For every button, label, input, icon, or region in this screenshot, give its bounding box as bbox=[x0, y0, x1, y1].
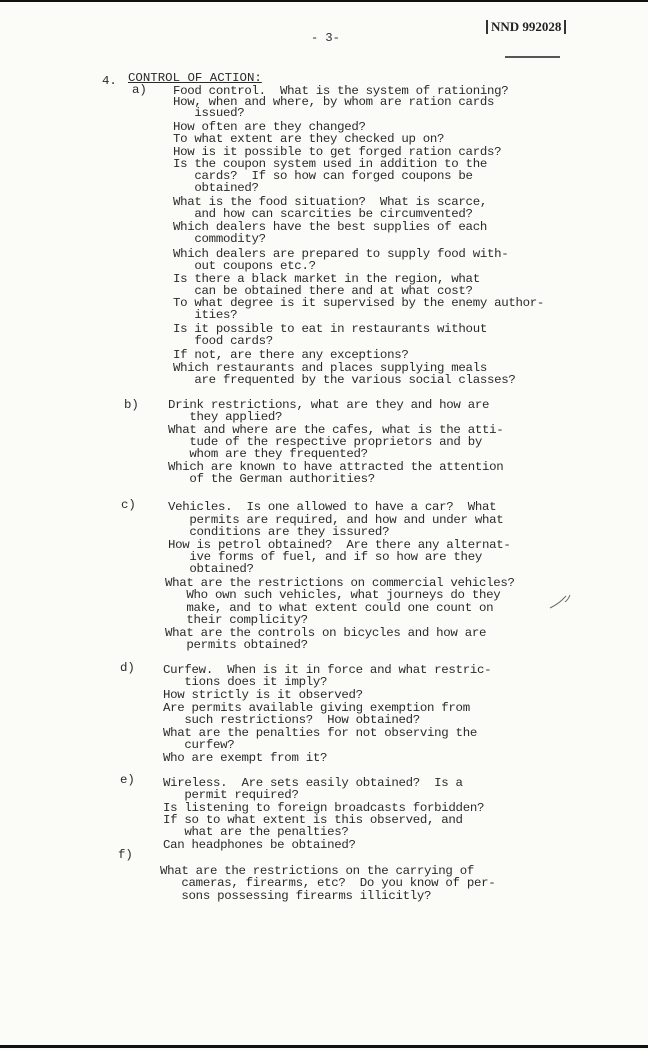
text-line: whom are they frequented? bbox=[168, 447, 368, 461]
text-line: out coupons etc.? bbox=[173, 259, 316, 273]
text-line: Who are exempt from it? bbox=[163, 751, 328, 765]
text-line: What are the restrictions on the carrying of bbox=[160, 864, 474, 878]
text-line: tude of the respective proprietors and by bbox=[168, 435, 482, 449]
text-line: To what extent are they checked up on? bbox=[173, 132, 445, 146]
text-line: are frequented by the various social classes? bbox=[173, 373, 516, 387]
text-line: permits are required, and how and under what bbox=[168, 513, 504, 527]
text-line: of the German authorities? bbox=[168, 472, 375, 486]
text-line: obtained? bbox=[168, 562, 254, 576]
text-line: Is it possible to eat in restaurants without bbox=[173, 322, 487, 336]
text-line: can be obtained there and at what cost? bbox=[173, 284, 473, 298]
text-line: Drink restrictions, what are they and how are bbox=[168, 398, 490, 412]
text-line: obtained? bbox=[173, 181, 259, 195]
text-line: Is there a black market in the region, what bbox=[173, 272, 480, 286]
text-line: Which dealers have the best supplies of each bbox=[173, 220, 487, 234]
stamp-underline-mark bbox=[505, 56, 560, 58]
text-line: Who own such vehicles, what journeys do they bbox=[165, 588, 501, 602]
subsection-label: f) bbox=[118, 848, 133, 862]
text-line: Which dealers are prepared to supply food with- bbox=[173, 247, 509, 261]
page-number: - 3- bbox=[311, 31, 340, 45]
text-line: How often are they changed? bbox=[173, 120, 366, 134]
text-line: sons possessing firearms illicitly? bbox=[160, 889, 432, 903]
pencil-mark-icon bbox=[548, 592, 572, 612]
text-line: How is it possible to get forged ration cards? bbox=[173, 145, 502, 159]
text-line: Which are known to have attracted the attention bbox=[168, 460, 504, 474]
text-line: Can headphones be obtained? bbox=[163, 838, 356, 852]
text-line: What are the controls on bicycles and how are bbox=[165, 626, 487, 640]
text-line: Are permits available giving exemption from bbox=[163, 701, 470, 715]
text-line: How, when and where, by whom are ration cards bbox=[173, 95, 495, 109]
text-line: issued? bbox=[173, 106, 245, 120]
text-line: What are the penalties for not observing the bbox=[163, 726, 477, 740]
text-line: If not, are there any exceptions? bbox=[173, 348, 409, 362]
text-line: What are the restrictions on commercial vehicles? bbox=[165, 576, 515, 590]
text-line: Which restaurants and places supplying meals bbox=[173, 361, 487, 375]
text-line: Curfew. When is it in force and what restric- bbox=[163, 663, 492, 677]
text-line: How is petrol obtained? Are there any alternat- bbox=[168, 538, 511, 552]
subsection-label: e) bbox=[120, 773, 135, 787]
text-line: and how can scarcities be circumvented? bbox=[173, 207, 473, 221]
bottom-edge-rule bbox=[0, 1045, 648, 1048]
text-line: such restrictions? How obtained? bbox=[163, 713, 420, 727]
text-line: tions does it imply? bbox=[163, 675, 328, 689]
text-line: If so to what extent is this observed, and bbox=[163, 813, 463, 827]
text-line: food cards? bbox=[173, 334, 273, 348]
section-number: 4. bbox=[102, 74, 117, 88]
subsection-label: b) bbox=[124, 398, 139, 412]
text-line: their complicity? bbox=[165, 613, 308, 627]
text-line: what are the penalties? bbox=[163, 825, 349, 839]
text-line: To what degree is it supervised by the enemy author- bbox=[173, 296, 545, 310]
text-line: make, and to what extent could one count on bbox=[165, 601, 494, 615]
text-line: curfew? bbox=[163, 738, 235, 752]
text-line: permits obtained? bbox=[165, 638, 308, 652]
text-line: ive forms of fuel, and if so how are they bbox=[168, 550, 482, 564]
text-line: commodity? bbox=[173, 232, 266, 246]
text-line: Is listening to foreign broadcasts forbidden? bbox=[163, 801, 485, 815]
section-title: CONTROL OF ACTION: bbox=[128, 71, 262, 85]
top-edge-rule bbox=[0, 0, 648, 2]
text-line: they applied? bbox=[168, 410, 283, 424]
text-line: What is the food situation? What is scarce, bbox=[173, 195, 487, 209]
text-line: cameras, firearms, etc? Do you know of per- bbox=[160, 876, 496, 890]
text-line: Vehicles. Is one allowed to have a car? What bbox=[168, 500, 497, 514]
text-line: Food control. What is the system of rationing? bbox=[173, 84, 509, 98]
text-line: cards? If so how can forged coupons be bbox=[173, 169, 473, 183]
text-line: Is the coupon system used in addition to the bbox=[173, 157, 487, 171]
subsection-label: d) bbox=[120, 661, 135, 675]
subsection-label: c) bbox=[121, 498, 136, 512]
declassification-stamp: NND 992028 bbox=[486, 20, 566, 34]
text-line: ities? bbox=[173, 308, 238, 322]
text-line: permit required? bbox=[163, 788, 299, 802]
subsection-label: a) bbox=[132, 83, 147, 97]
text-line: What and where are the cafes, what is the atti- bbox=[168, 423, 504, 437]
text-line: conditions are they issured? bbox=[168, 525, 390, 539]
text-line: Wireless. Are sets easily obtained? Is a bbox=[163, 776, 463, 790]
text-line: How strictly is it observed? bbox=[163, 688, 363, 702]
